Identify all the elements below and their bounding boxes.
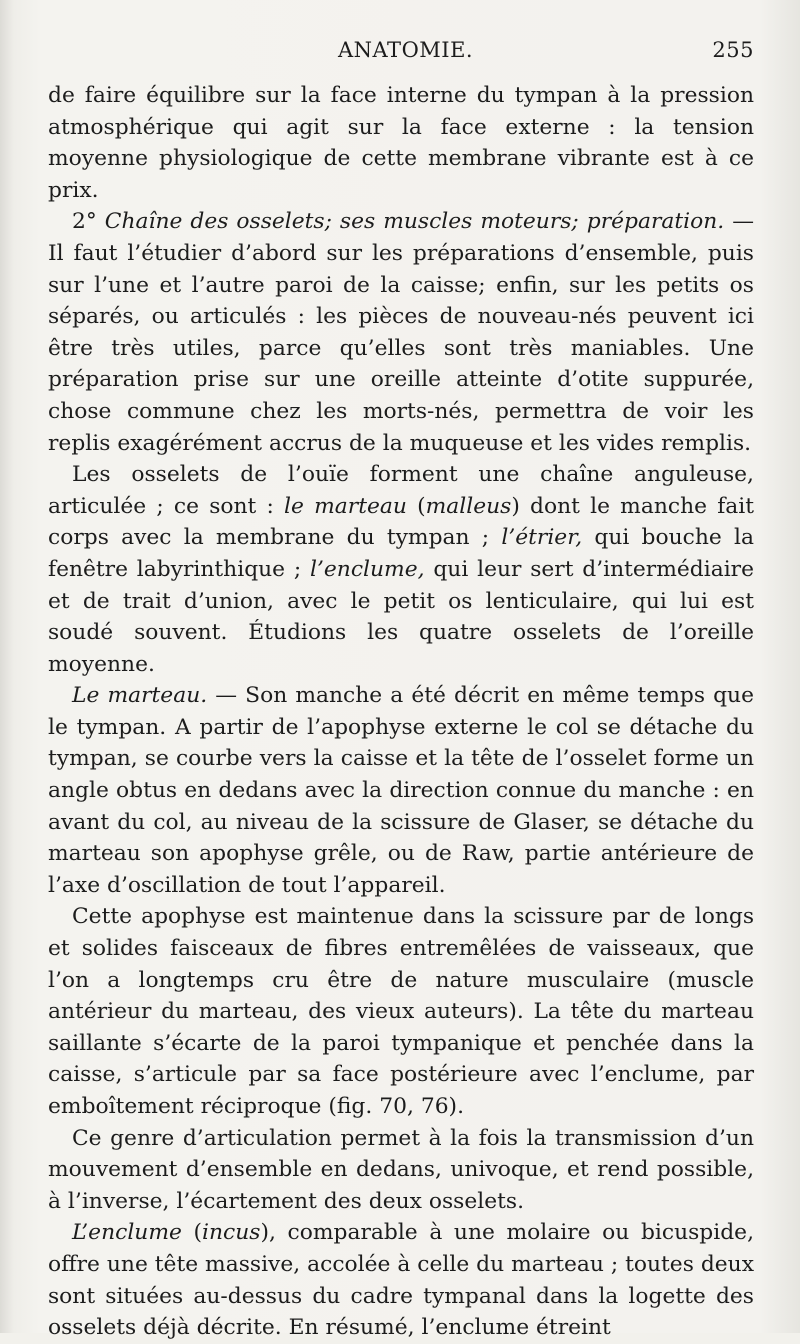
running-head: ANATOMIE. bbox=[338, 38, 474, 62]
paragraph-le-marteau bbox=[48, 680, 754, 901]
text-run: de faire équilibre sur la face interne du tympan à la pression atmosphérique qui agit sur la face externe : la tension moyenne physiologique de cette membrane vibrante est à ce prix. bbox=[48, 83, 754, 203]
term-enclume: l’enclume, bbox=[310, 556, 425, 582]
paragraph-1 bbox=[48, 80, 754, 206]
text-run: — Son manche a été décrit en même temps que le tympan. A partir de l’apophyse externe le col se détache du tympan, se courbe vers la caisse et la tête de l’osselet forme un angle obtus en dedans avec la direction connue du manche : en avant du col, au niveau de la scissure de Glaser, se détache du marteau son apophyse grêle, ou de Raw, partie antérieure de l’axe d’oscillation de tout l’appareil. bbox=[48, 683, 754, 898]
text-run: — Il faut l’étudier d’abord sur les préparations d’ensemble, puis sur l’une et l’autre paroi de la caisse; enfin, sur les petits os séparés, ou articulés : les pièces de nouveau-nés peuvent ici être très utiles, parce qu’elles sont très maniables. Une préparation prise sur une oreille atteinte d’otite suppurée, chose commune chez les morts-nés, permettra de voir les replis exagérément accrus de la muqueuse et les vides remplis. bbox=[48, 209, 755, 456]
text-run: qui leur sert d’intermédiaire et de trait d’union, avec le petit os lenticulaire, qui lui est soudé souvent. Étudions les quatre osselets de l’oreille moyenne. bbox=[48, 556, 754, 677]
subsection-title: L’enclume bbox=[72, 1220, 182, 1246]
text-run: Ce genre d’articulation permet à la fois la transmission d’un mouvement d’ensemble en dedans, univoque, et rend possible, à l’inverse, l’écartement des deux osselets. bbox=[48, 1125, 754, 1214]
section-title: Chaîne des osselets; ses muscles moteurs; préparation. bbox=[104, 209, 725, 235]
subsection-title: Le marteau. bbox=[72, 683, 208, 709]
term-etrier: l’étrier, bbox=[501, 525, 583, 551]
page-number: 255 bbox=[712, 38, 754, 62]
text-run: ( bbox=[406, 493, 426, 519]
page-body bbox=[48, 80, 754, 1344]
text-run: Cette apophyse est maintenue dans la scissure par de longs et solides faisceaux de fibres entremêlées de vaisseaux, que l’on a longtemps cru être de nature musculaire (muscle antérieur du marteau, des vieux auteurs). La tête du marteau saillante s’écarte de la paroi tympanique et penchée dans la caisse, s’articule par sa face postérieure avec l’enclume, par emboîtement réciproque (fig. 70, 76). bbox=[48, 904, 754, 1119]
paragraph-osselets bbox=[48, 459, 754, 680]
text-run: ( bbox=[181, 1220, 203, 1246]
paragraph-section-2 bbox=[48, 206, 754, 459]
term-incus: incus bbox=[202, 1220, 261, 1246]
section-number: 2° bbox=[72, 209, 105, 235]
paragraph-apophyse bbox=[48, 901, 754, 1122]
term-malleus: malleus bbox=[425, 493, 512, 519]
paragraph-articulation bbox=[48, 1123, 754, 1218]
text-run: ), comparable à une molaire ou bicuspide, offre une tête massive, accolée à celle du marteau ; toutes deux sont situées au-dessus du cadre tympanal dans la logette des osselets déjà décrite. En résumé, l’enclume étreint bbox=[48, 1220, 754, 1341]
term-marteau: le marteau bbox=[284, 493, 407, 519]
text-run: ) dont le manche fait corps avec la membrane du tympan ; bbox=[48, 493, 754, 551]
text-run: Les osselets de l’ouïe forment une chaîne anguleuse, articulée ; ce sont : bbox=[48, 462, 754, 519]
text-run: qui bouche la fenêtre labyrinthique ; bbox=[48, 525, 754, 582]
paragraph-enclume bbox=[48, 1217, 754, 1343]
page-header bbox=[48, 34, 754, 66]
